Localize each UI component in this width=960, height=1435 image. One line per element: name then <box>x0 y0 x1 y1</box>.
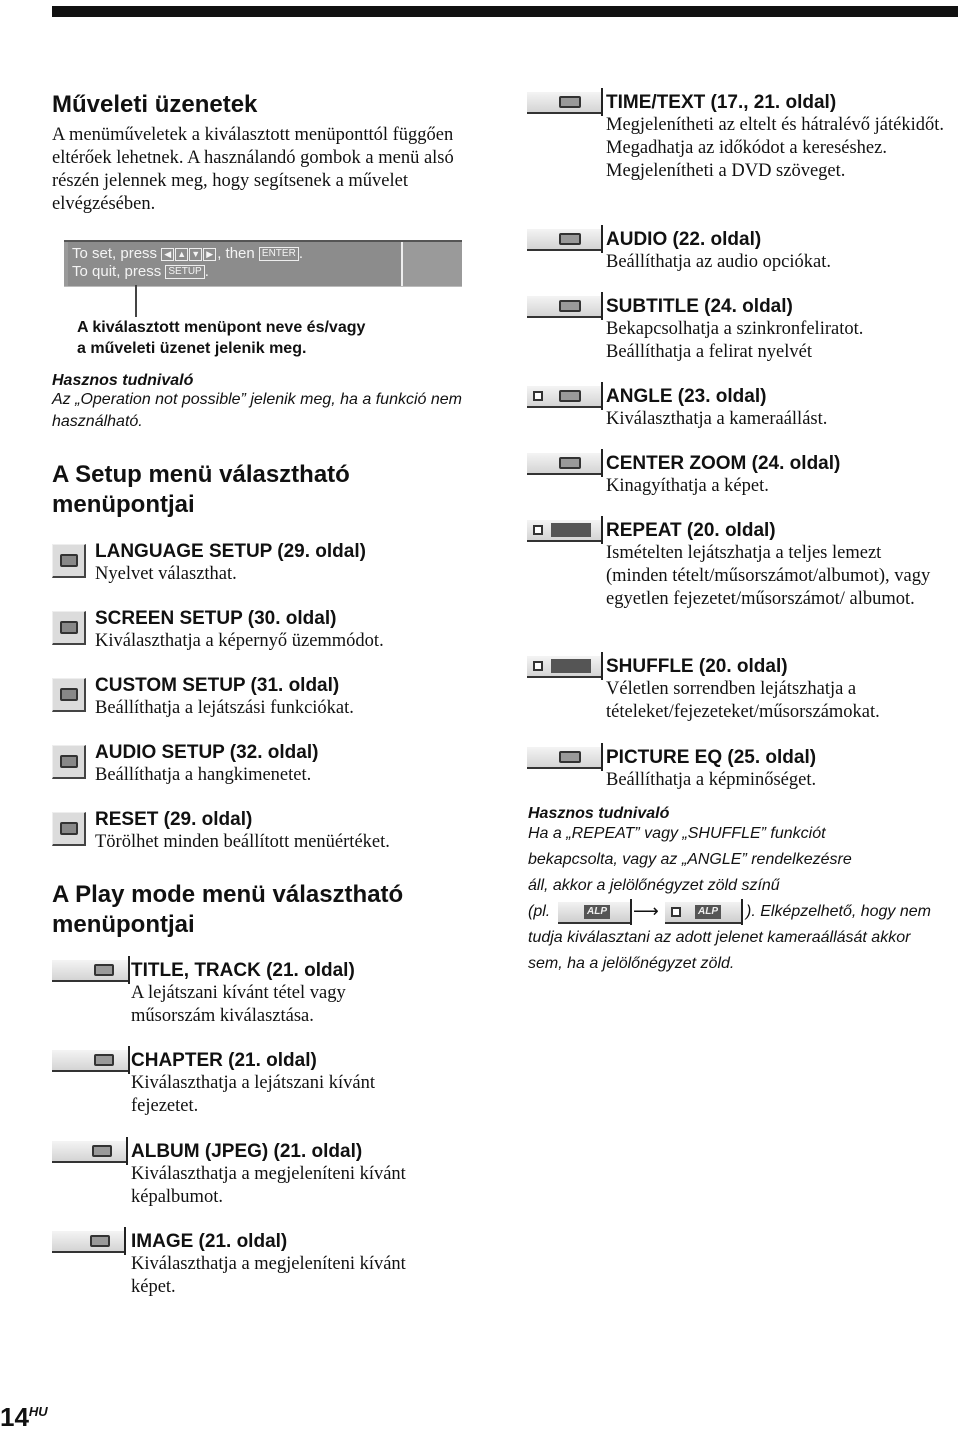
play-option-desc: Megjelenítheti az eltelt és hátralévő játékidőt. Megadhatja az időkódot a kereséshez. Megjelenítheti a DVD szöveget. <box>606 115 945 181</box>
icon-divider <box>741 899 743 925</box>
callout-line <box>135 285 137 317</box>
setup-item-title: CUSTOM SETUP (31. oldal) <box>95 675 340 696</box>
title-track-icon <box>52 960 128 982</box>
page-language-suffix: HU <box>28 1404 48 1419</box>
setup-item-desc: Kiválaszthatja a képernyő üzemmódot. <box>95 631 384 651</box>
play-option-title: SHUFFLE (20. oldal) <box>606 656 788 677</box>
icon-divider <box>124 1227 126 1255</box>
repeat-on-example-icon <box>665 902 741 924</box>
play-item-title: IMAGE (21. oldal) <box>131 1231 288 1252</box>
play-item-title: ALBUM (JPEG) (21. oldal) <box>131 1141 363 1162</box>
screen-setup-icon <box>52 611 86 645</box>
osd-message-panel <box>68 242 403 286</box>
tip2-line3: áll, akkor a jelölőnégyzet zöld színű <box>528 877 780 894</box>
down-arrow-icon: ▼ <box>189 248 202 261</box>
icon-divider <box>128 956 130 984</box>
setup-item-desc: Nyelvet választhat. <box>95 564 237 584</box>
icon-glyph <box>60 554 78 567</box>
icon-glyph <box>92 1145 112 1157</box>
icon-divider <box>601 652 603 680</box>
icon-glyph <box>94 1054 114 1066</box>
play-option-title: REPEAT (20. oldal) <box>606 520 776 541</box>
play-option-title: PICTURE EQ (25. oldal) <box>606 747 817 768</box>
play-option-desc: Beállíthatja az audio opciókat. <box>606 252 831 272</box>
icon-glyph <box>60 755 78 768</box>
icon-divider <box>601 88 603 116</box>
checkbox-icon <box>533 661 543 671</box>
icon-glyph <box>559 751 581 763</box>
icon-divider <box>601 449 603 477</box>
play-item-desc: Kiválaszthatja a lejátszani kívánt fejezetet. <box>131 1073 375 1116</box>
play-option-title: SUBTITLE (24. oldal) <box>606 296 793 317</box>
play-option-desc: Beállíthatja a képminőséget. <box>606 770 817 790</box>
chapter-icon <box>52 1050 128 1072</box>
play-option-title: ANGLE (23. oldal) <box>606 386 767 407</box>
icon-glyph <box>559 233 581 245</box>
tip-title: Hasznos tudnivaló <box>52 372 194 389</box>
checkbox-icon <box>533 525 543 535</box>
icon-divider <box>126 1137 128 1165</box>
tip2-title: Hasznos tudnivaló <box>528 805 670 822</box>
icon-glyph <box>559 300 581 312</box>
alp-tag: ALP <box>584 905 610 919</box>
repeat-off-example-icon <box>558 902 630 924</box>
play-option-desc: Kinagyíthatja a képet. <box>606 476 769 496</box>
icon-divider <box>601 743 603 771</box>
osd-caption-line2: a műveleti üzenet jelenik meg. <box>77 340 307 357</box>
osd-line-set <box>68 245 401 263</box>
icon-divider <box>601 516 603 544</box>
play-option-desc: Ismételten lejátszhatja a teljes lemezt (minden tételt/műsorszámot/albumot), vagy egyetlen fejezetet/műsorszámot/ albumot. <box>606 543 931 609</box>
album-icon <box>52 1141 126 1163</box>
icon-divider <box>601 382 603 410</box>
tip2-line6: sem, ha a jelölőnégyzet zöld. <box>528 955 735 972</box>
icon-divider <box>630 899 632 925</box>
play-item-title: TITLE, TRACK (21. oldal) <box>131 960 355 981</box>
language-setup-icon <box>52 544 86 578</box>
play-option-title: CENTER ZOOM (24. oldal) <box>606 453 841 474</box>
custom-setup-icon <box>52 678 86 712</box>
mode-tag-icon <box>551 659 591 673</box>
page-number-value: 14 <box>0 1402 29 1432</box>
time-text-icon <box>527 92 601 114</box>
tip2-line1: Ha a „REPEAT” vagy „SHUFFLE” funkciót <box>528 825 826 842</box>
setup-item-desc: Beállíthatja a lejátszási funkciókat. <box>95 698 354 718</box>
icon-glyph <box>559 96 581 108</box>
enter-key-icon: ENTER <box>259 247 299 261</box>
left-arrow-icon: ◀ <box>161 248 174 261</box>
osd-line-quit <box>68 263 401 281</box>
osd-period: . <box>298 245 303 262</box>
play-option-desc: Bekapcsolhatja a szinkronfeliratot. Beállíthatja a felirat nyelvét <box>606 319 864 362</box>
icon-glyph <box>60 621 78 634</box>
section-intro-text: A menüműveletek a kiválasztott menüponttól függően eltérőek lehetnek. A használandó gombok a menü alsó részén jelennek meg, hogy segítsenek a művelet elvégzésében. <box>52 125 454 214</box>
icon-divider <box>601 225 603 253</box>
osd-caption-line1: A kiválasztott menüpont neve és/vagy <box>77 319 366 336</box>
icon-divider <box>601 292 603 320</box>
right-arrow-icon: ▶ <box>203 248 216 261</box>
alp-tag: ALP <box>695 905 721 919</box>
setup-item-desc: Törölhet minden beállított menüértéket. <box>95 832 390 852</box>
play-item-desc: Kiválaszthatja a megjeleníteni kívánt képalbumot. <box>131 1164 406 1207</box>
setup-key-icon: SETUP <box>165 265 204 279</box>
icon-glyph <box>90 1235 110 1247</box>
reset-icon <box>52 812 86 846</box>
play-option-title: AUDIO (22. oldal) <box>606 229 762 250</box>
play-item-title: CHAPTER (21. oldal) <box>131 1050 317 1071</box>
icon-glyph <box>559 457 581 469</box>
section-title-operation-messages: Műveleti üzenetek <box>52 91 258 118</box>
setup-item-title: SCREEN SETUP (30. oldal) <box>95 608 337 629</box>
tip2-pl: (pl. <box>528 903 551 920</box>
tip2-after: ). Elképzelhető, hogy nem <box>746 903 931 920</box>
setup-item-title: AUDIO SETUP (32. oldal) <box>95 742 319 763</box>
setup-item-title: LANGUAGE SETUP (29. oldal) <box>95 541 366 562</box>
icon-glyph <box>60 688 78 701</box>
top-rule <box>52 6 958 17</box>
repeat-icon <box>527 520 601 542</box>
angle-icon <box>527 386 601 408</box>
icon-divider <box>128 1046 130 1074</box>
center-zoom-icon <box>527 453 601 475</box>
tip2-line5: tudja kiválasztani az adott jelenet kameraállását akkor <box>528 929 911 946</box>
setup-item-desc: Beállíthatja a hangkimenetet. <box>95 765 312 785</box>
play-option-title: TIME/TEXT (17., 21. oldal) <box>606 92 837 113</box>
tip2-line2: bekapcsolta, vagy az „ANGLE” rendelkezésre <box>528 851 852 868</box>
icon-glyph <box>559 390 581 402</box>
arrow-right-icon: ⟶ <box>633 901 659 922</box>
osd-caption <box>77 317 365 359</box>
play-option-desc: Véletlen sorrendben lejátszhatja a tételeket/fejezeteket/műsorszámokat. <box>606 679 880 722</box>
play-item-desc: Kiválaszthatja a megjeleníteni kívánt képet. <box>131 1254 406 1297</box>
audio-setup-icon <box>52 745 86 779</box>
osd-period: . <box>204 263 209 280</box>
page-number <box>0 1402 48 1433</box>
checkbox-icon <box>671 907 681 917</box>
osd-then-text: , then <box>217 245 259 262</box>
tip-body: Az „Operation not possible” jelenik meg, ha a funkció nem használható. <box>52 391 462 430</box>
image-icon <box>52 1231 124 1253</box>
play-option-desc: Kiválaszthatja a kameraállást. <box>606 409 828 429</box>
osd-quit-text: To quit, press <box>72 263 166 280</box>
mode-tag-icon <box>551 523 591 537</box>
subtitle-icon <box>527 296 601 318</box>
section-title-play-mode: A Play mode menü választható menüpontjai <box>52 881 404 938</box>
section-title-setup-menu: A Setup menü választható menüpontjai <box>52 461 350 518</box>
icon-glyph <box>60 822 78 835</box>
checkbox-icon <box>533 391 543 401</box>
setup-item-title: RESET (29. oldal) <box>95 809 253 830</box>
shuffle-icon <box>527 656 601 678</box>
audio-icon <box>527 229 601 251</box>
play-item-desc: A lejátszani kívánt tétel vagy műsorszám kiválasztása. <box>131 983 346 1026</box>
osd-set-text: To set, press <box>72 245 162 262</box>
picture-eq-icon <box>527 747 601 769</box>
icon-glyph <box>94 964 114 976</box>
osd-message-box <box>64 240 462 287</box>
up-arrow-icon: ▲ <box>175 248 188 261</box>
